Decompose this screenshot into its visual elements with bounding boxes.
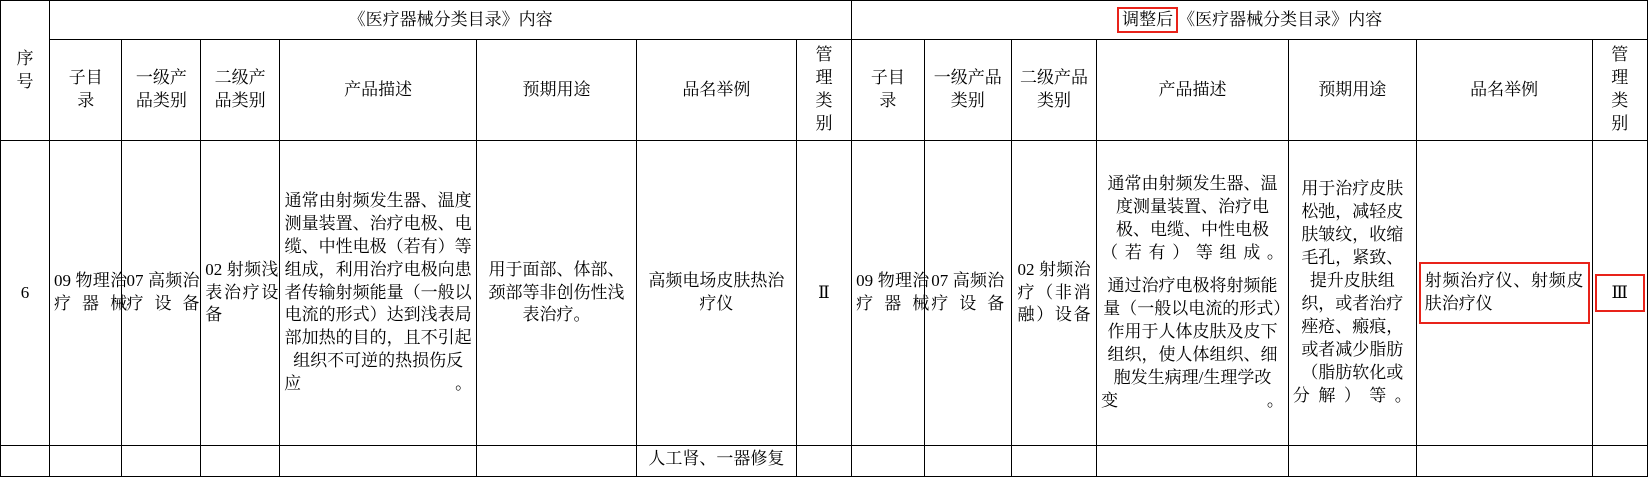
cell-right-class [1592, 141, 1648, 446]
cell-right-level2-text: 02 射频治疗（非消融）设备 [1017, 259, 1091, 325]
cell-right-level1-text: 07 高频治疗设备 [931, 271, 1005, 313]
col-left-examples: 品名举例 [636, 40, 796, 141]
serial-header: 序号 [1, 1, 50, 141]
col-left-level2-label: 二级产品类别 [214, 68, 266, 110]
cell-right-description-p1: 通常由射频发生器、温度测量装置、治疗电极、电缆、中性电极（若有）等组成。 [1101, 174, 1284, 263]
cell2-right-level2 [1011, 446, 1096, 477]
cell-right-level2 [1011, 141, 1096, 446]
col-right-class-label: 管理类别 [1611, 45, 1629, 133]
table-row [1, 141, 1648, 446]
cell-right-class-highlight: Ⅲ [1595, 274, 1646, 313]
col-right-examples: 品名举例 [1416, 40, 1592, 141]
cell-left-examples: 高频电场皮肤热治疗仪 [636, 141, 796, 446]
cell-right-intended-use: 用于治疗皮肤松弛，减轻皮肤皱纹，收缩毛孔，紧致、提升皮肤组织，或者治疗痤疮、瘢痕，或者减少脂肪（脂肪软化或分解）等。 [1288, 141, 1416, 446]
table-row [1, 446, 1648, 477]
cell2-right-level1 [924, 446, 1011, 477]
cell-right-subcatalog-text: 09 物理治疗器械 [856, 271, 930, 313]
cell-left-subcatalog [50, 141, 128, 446]
cell-left-level1-text: 07 高频治疗设备 [126, 271, 200, 313]
cell-left-level2 [201, 141, 280, 446]
cell-right-examples [1416, 141, 1592, 446]
cell2-left-class [796, 446, 851, 477]
col-right-level1-label: 一级产品类别 [933, 68, 1002, 110]
col-left-level1 [122, 40, 201, 141]
cell-right-description [1097, 141, 1289, 446]
col-right-level1 [924, 40, 1011, 141]
cell-left-subcatalog-text: 09 物理治疗器械 [54, 271, 128, 313]
group-header-row [1, 1, 1648, 40]
cell-right-level1 [924, 141, 1011, 446]
col-left-description: 产品描述 [280, 40, 477, 141]
col-left-level2 [201, 40, 280, 141]
col-right-class [1592, 40, 1648, 141]
cell2-right-examples [1416, 446, 1592, 477]
adjusted-label-rest: 《医疗器械分类目录》内容 [1178, 10, 1383, 30]
col-right-intended-use: 预期用途 [1288, 40, 1416, 141]
col-right-subcatalog [852, 40, 924, 141]
cell-left-intended-use: 用于面部、体部、颈部等非创伤性浅表治疗。 [477, 141, 637, 446]
col-left-intended-use: 预期用途 [477, 40, 637, 141]
adjusted-label-highlight: 调整后 [1117, 7, 1178, 32]
col-right-description: 产品描述 [1097, 40, 1289, 141]
cell2-left-subcatalog [50, 446, 122, 477]
col-left-level1-label: 一级产品类别 [135, 68, 187, 110]
row-serial: 6 [1, 141, 50, 446]
cell-right-description-p2: 通过治疗电极将射频能量（一般以电流的形式）作用于人体皮肤及皮下组织，使人体组织、细胞发生病理/生理学改变。 [1101, 276, 1284, 410]
cell2-left-examples: 人工肾、一器修复 [636, 446, 796, 477]
col-left-subcatalog [50, 40, 122, 141]
col-left-subcatalog-label: 子目录 [68, 68, 103, 110]
cell-left-class: Ⅱ [796, 141, 851, 446]
cell-left-description: 通常由射频发生器、温度测量装置、治疗电极、电缆、中性电极（若有）等组成，利用治疗电极向患者传输射频能量（一般以电流的形式）达到浅表局部加热的目的，且不引起组织不可逆的热损伤反应。 [280, 141, 477, 446]
cell-right-subcatalog [852, 141, 930, 446]
cell2-left-description [280, 446, 477, 477]
cell2-right-subcatalog [852, 446, 924, 477]
col-left-class-label: 管理类别 [815, 45, 833, 133]
cell2-serial [1, 446, 50, 477]
cell-right-examples-highlight: 射频治疗仪、射频皮肤治疗仪 [1419, 262, 1590, 324]
group-header-adjusted [852, 1, 1648, 40]
cell2-left-intended-use [477, 446, 637, 477]
cell2-left-level2 [201, 446, 280, 477]
cell2-left-level1 [122, 446, 201, 477]
col-right-subcatalog-label: 子目录 [870, 68, 905, 110]
col-right-level2 [1011, 40, 1096, 141]
cell-left-level1 [122, 141, 201, 446]
cell-left-level2-text: 02 射频浅表治疗设备 [205, 259, 279, 325]
cell2-right-description [1097, 446, 1289, 477]
column-header-row [1, 40, 1648, 141]
cell2-right-class [1592, 446, 1648, 477]
col-left-class [796, 40, 851, 141]
cell2-right-intended-use [1288, 446, 1416, 477]
col-right-level2-label: 二级产品类别 [1020, 68, 1089, 110]
group-header-original: 《医疗器械分类目录》内容 [50, 1, 852, 40]
